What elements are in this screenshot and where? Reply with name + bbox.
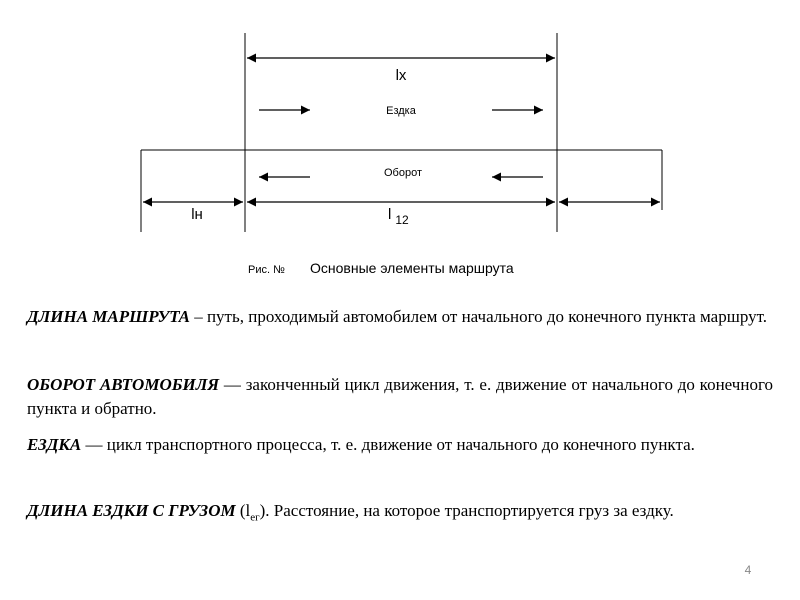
definition-symbol-sub: ег xyxy=(250,511,260,524)
definition-text: цикл транспортного процесса, т. е. движение от начального до конечного пункта. xyxy=(106,435,695,454)
trip-label: Ездка xyxy=(386,105,416,117)
definition-term: ДЛИНА МАРШРУТА xyxy=(27,307,190,326)
definition-term: ЕЗДКА xyxy=(27,435,82,454)
page-number: 4 xyxy=(744,563,752,577)
route-elements-diagram xyxy=(0,0,800,290)
l12-label-sub: 12 xyxy=(395,213,409,227)
definition-dash: — xyxy=(81,435,107,454)
definition-term: ОБОРОТ АВТОМОБИЛЯ xyxy=(27,375,220,394)
figure-caption-prefix: Рис. № xyxy=(248,264,285,276)
lx-label: lх xyxy=(395,67,407,84)
definition-turnover xyxy=(27,373,773,421)
ln-label: lн xyxy=(191,206,203,223)
turnover-label: Оборот xyxy=(383,167,423,179)
definition-term: ДЛИНА ЕЗДКИ С ГРУЗОМ xyxy=(27,501,236,520)
definition-text: ). Расстояние, на которое транспортируется груз за ездку. xyxy=(259,501,674,520)
l12-label-main: l xyxy=(388,206,392,223)
definition-symbol: (l xyxy=(235,501,251,520)
definition-route-length xyxy=(27,305,773,329)
figure-caption-title: Основные элементы маршрута xyxy=(310,260,514,276)
definition-dash: — xyxy=(219,375,246,394)
l12-label xyxy=(388,206,409,227)
definition-trip xyxy=(27,429,773,461)
definition-loaded-trip-length xyxy=(27,499,773,529)
definition-dash: – xyxy=(189,307,207,326)
definition-text: путь, проходимый автомобилем от начального до конечного пункта маршрут. xyxy=(206,307,767,326)
definition-text: законченный цикл движения, т. е. движение от начального до конечного пункта и обратно. xyxy=(27,375,773,418)
